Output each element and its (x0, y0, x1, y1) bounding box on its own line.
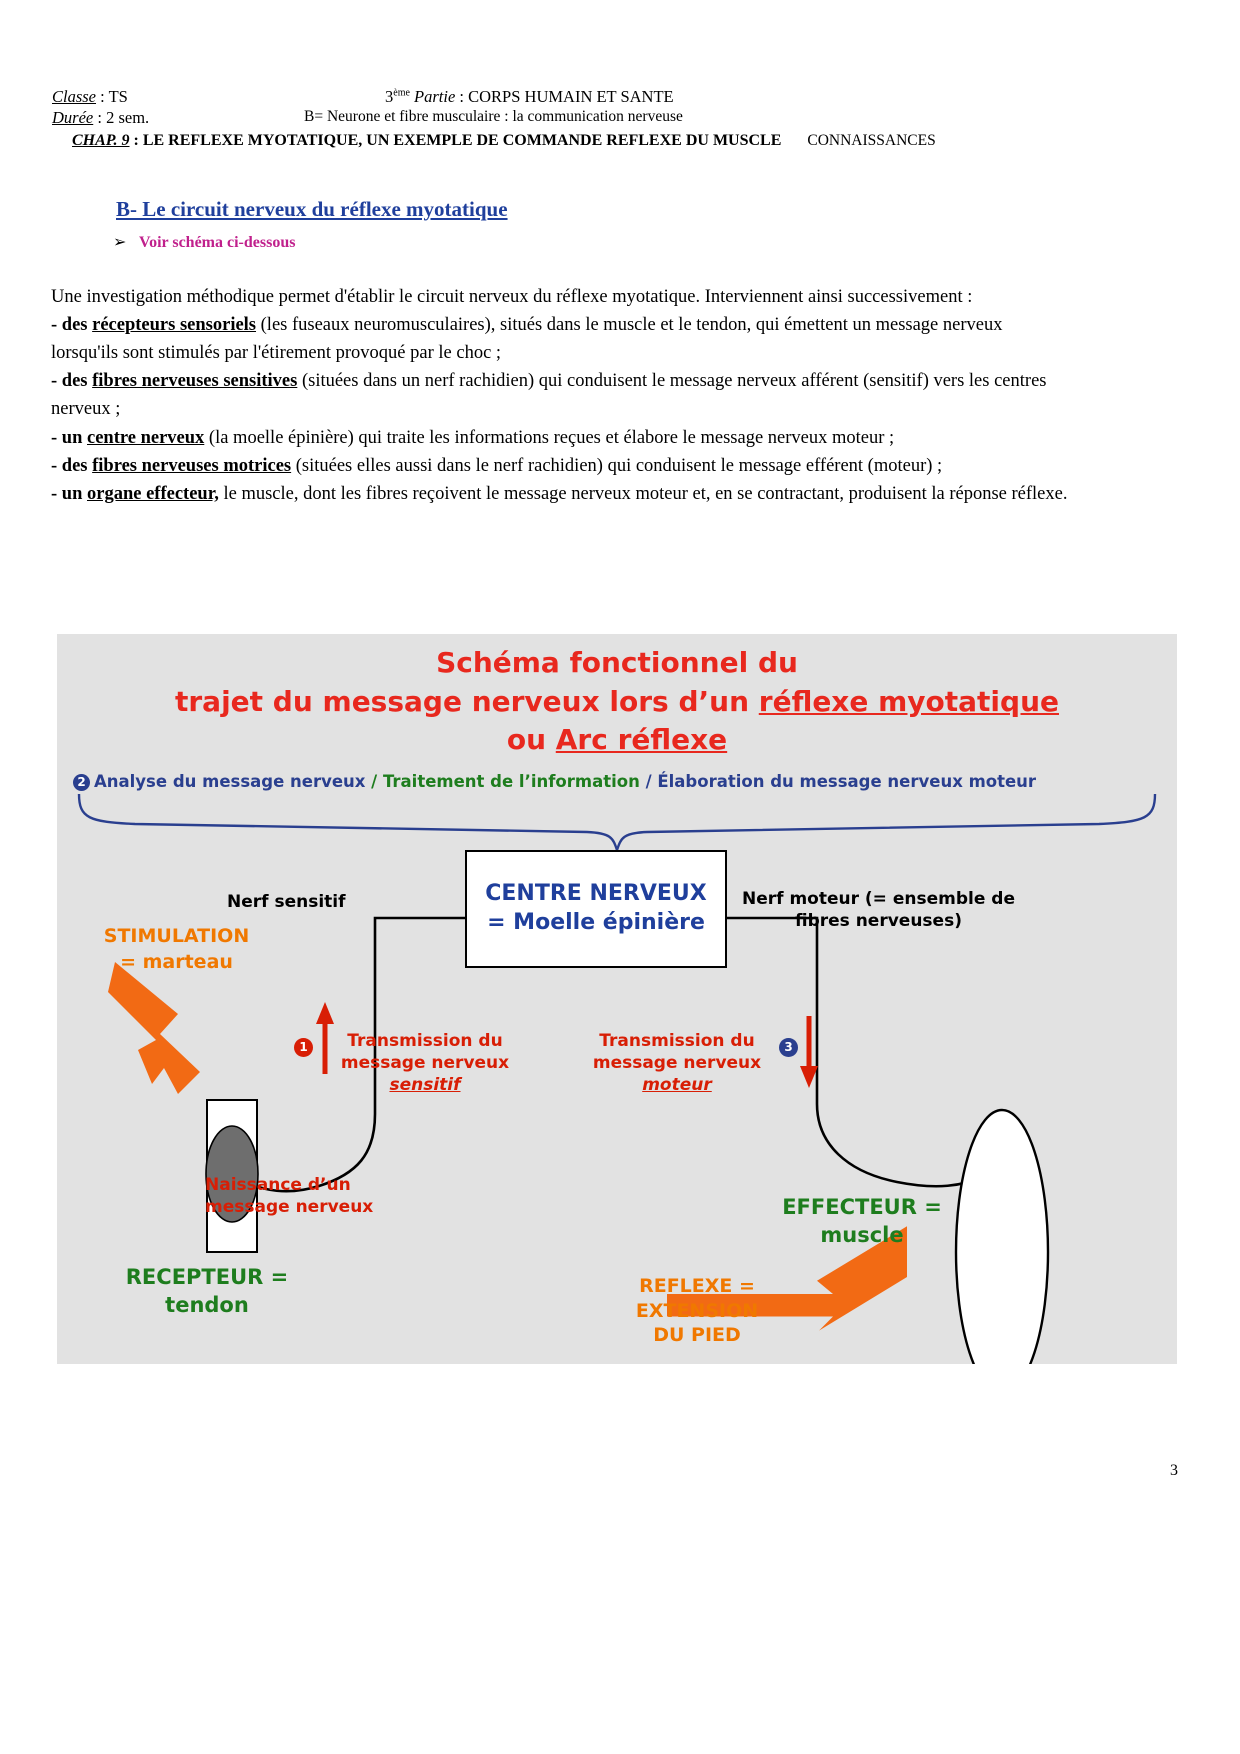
body-item (51, 424, 1073, 452)
step-2-text-b: / Traitement de l’information (365, 772, 646, 791)
body-item (51, 452, 1073, 480)
step-2-text-c: / Élaboration du message nerveux moteur (645, 772, 1037, 791)
body-item (51, 311, 1073, 367)
duree-value: 2 sem. (106, 108, 150, 127)
label-recepteur (82, 1264, 332, 1319)
reflexe-line3: DU PIED (653, 1324, 741, 1347)
header-classe: Classe : TS (52, 87, 128, 106)
transmission-moteur-line3: moteur (642, 1075, 712, 1096)
item-rest: (la moelle épinière) qui traite les informations reçues et élabore le message nerveux moteur ; (204, 427, 895, 448)
item-key: fibres nerveuses motrices (92, 455, 292, 476)
section-title: B- Le circuit nerveux du réflexe myotatique (116, 197, 508, 221)
label-reflexe-extension (597, 1274, 797, 1348)
label-nerf-moteur-line2: fibres nerveuses) (794, 911, 962, 932)
section-bullet (113, 232, 295, 252)
step-3-badge: 3 (779, 1038, 798, 1057)
item-lead: - un (51, 483, 87, 504)
step-2-badge: 2 (73, 774, 90, 791)
item-lead: - un (51, 427, 87, 448)
naissance-line1: Naissance d’un (205, 1175, 351, 1195)
item-key: récepteurs sensoriels (92, 315, 257, 336)
reflex-arc-diagram (57, 634, 1177, 1364)
header-chapter (72, 130, 936, 152)
item-lead: - des (51, 455, 93, 476)
label-stimulation-line1: STIMULATION (103, 925, 250, 947)
item-rest: (les fuseaux neuromusculaires), situés dans le muscle et le tendon, qui émettent un message nerveux lorsqu'ils sont stimulés par l'étirement provoqué par le choc ; (51, 315, 1003, 364)
label-nerf-moteur (742, 888, 1015, 932)
body-item (51, 367, 1073, 423)
item-key: organe effecteur, (87, 483, 219, 504)
step-2-text-a: Analyse du message nerveux (94, 772, 366, 791)
bullet-arrow-icon: ➢ (113, 234, 127, 251)
header-duree: Durée : 2 sem. (52, 108, 150, 127)
reflexe-line1: REFLEXE = (639, 1275, 755, 1297)
label-stimulation-line2: = marteau (120, 950, 233, 973)
partie-sup: ème (393, 87, 410, 99)
chapter-number: CHAP. 9 (72, 132, 130, 149)
item-rest: (situées elles aussi dans le nerf rachidien) qui conduisent le message efférent (moteur) ; (291, 455, 943, 476)
body-intro: Une investigation méthodique permet d'établir le circuit nerveux du réflexe myotatique. Interviennent ainsi successivement : (51, 287, 973, 307)
body-item (51, 480, 1073, 508)
duree-label: Durée (52, 108, 94, 127)
step-1-badge: 1 (294, 1038, 313, 1057)
figure-title-line2-b: réflexe myotatique (758, 684, 1059, 718)
transmission-moteur-line2: message nerveux (592, 1053, 762, 1074)
label-nerf-sensitif: Nerf sensitif (227, 892, 346, 912)
label-transmission-sensitif (335, 1030, 515, 1096)
naissance-line2: message nerveux (205, 1197, 374, 1218)
item-rest: le muscle, dont les fibres reçoivent le message nerveux moteur et, en se contractant, produisent la réponse réflexe. (218, 483, 1068, 504)
transmission-sensitif-line2: message nerveux (340, 1053, 510, 1074)
label-stimulation (69, 924, 284, 975)
label-transmission-moteur (587, 1030, 767, 1096)
item-key: fibres nerveuses sensitives (92, 371, 298, 392)
item-key: centre nerveux (87, 427, 205, 448)
partie-word: Partie (414, 87, 456, 106)
bullet-label: Voir schéma ci-dessous (139, 234, 296, 251)
recepteur-line1: RECEPTEUR = (125, 1265, 289, 1289)
classe-label: Classe (52, 87, 97, 106)
classe-value: TS (108, 87, 128, 106)
figure-title-line2-a: trajet du message nerveux lors d’un (174, 684, 759, 718)
page-number: 3 (1170, 1462, 1178, 1479)
figure-title-line3-b: Arc réflexe (555, 723, 728, 757)
header-row-1 (52, 86, 1072, 107)
body-text (51, 283, 1073, 508)
item-lead: - des (51, 371, 93, 392)
chapter-title: : LE REFLEXE MYOTATIQUE, UN EXEMPLE DE COMMANDE REFLEXE DU MUSCLE (133, 132, 782, 149)
header-row-2 (52, 107, 1072, 128)
effecteur-line2: muscle (820, 1222, 904, 1247)
header-partie: 3ème Partie : CORPS HUMAIN ET SANTE (385, 87, 674, 106)
recepteur-line2: tendon (165, 1292, 249, 1317)
item-lead: - des (51, 315, 93, 336)
transmission-sensitif-line1: Transmission du (347, 1031, 503, 1051)
figure-title-line1: Schéma fonctionnel du (436, 646, 798, 679)
label-nerf-moteur-line1: Nerf moteur (= ensemble de (742, 889, 1015, 909)
label-effecteur (737, 1194, 987, 1249)
figure-title-line3-a: ou (506, 723, 556, 757)
partie-number: 3 (385, 87, 394, 106)
header-sous-partie: B= Neurone et fibre musculaire : la communication nerveuse (304, 108, 683, 125)
centre-nerveux-line1: CENTRE NERVEUX (485, 881, 707, 907)
pathway-lines (57, 634, 1177, 1364)
effecteur-line1: EFFECTEUR = (782, 1195, 942, 1219)
label-naissance-message (205, 1174, 373, 1218)
header-connaissances: CONNAISSANCES (807, 132, 936, 149)
partie-value: CORPS HUMAIN ET SANTE (468, 87, 674, 106)
item-rest: (situées dans un nerf rachidien) qui conduisent le message nerveux afférent (sensitif) vers les centres nerveux ; (51, 371, 1047, 420)
centre-nerveux-line2: = Moelle épinière (487, 910, 705, 935)
document-header (52, 86, 1072, 149)
transmission-moteur-line1: Transmission du (599, 1031, 755, 1051)
transmission-sensitif-line3: sensitif (389, 1075, 461, 1096)
reflexe-line2: EXTENSION (635, 1299, 759, 1322)
